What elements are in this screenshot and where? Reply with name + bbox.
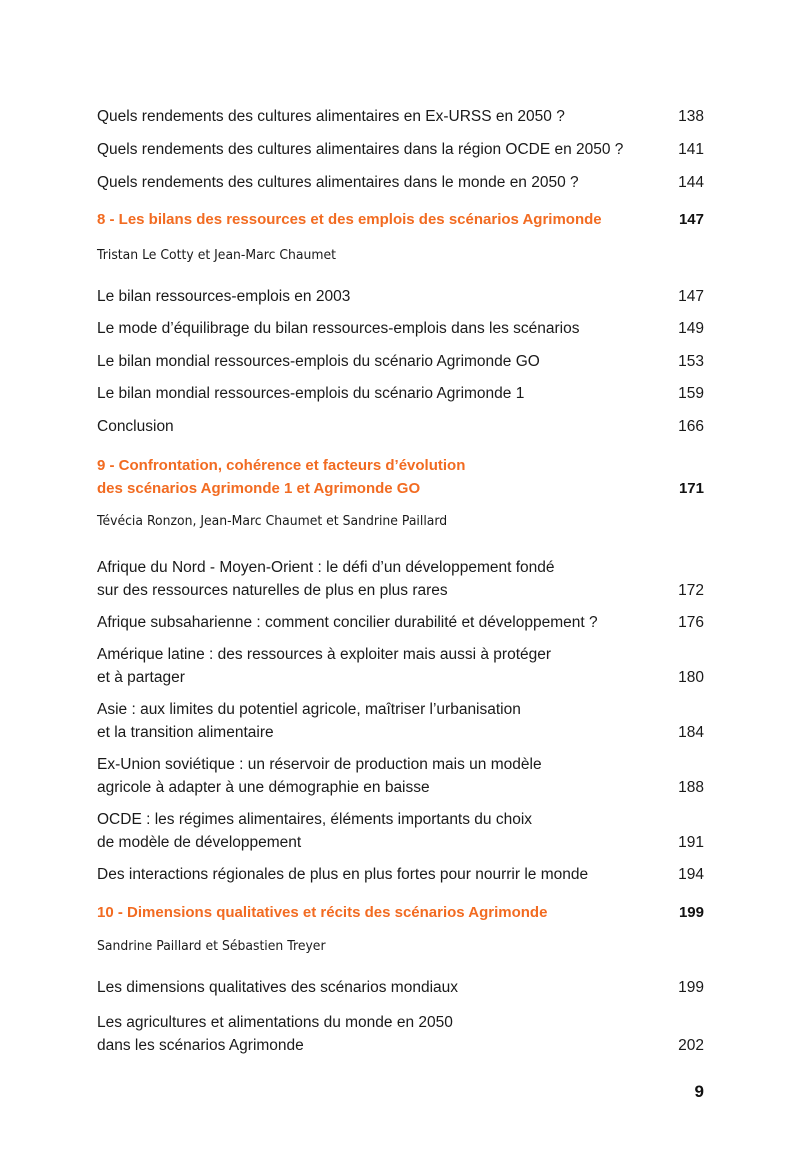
entry-page-number: 199 bbox=[678, 904, 704, 921]
chapter-heading[interactable] bbox=[97, 454, 704, 500]
toc-entry[interactable] bbox=[97, 382, 704, 405]
entry-page-number: 159 bbox=[678, 385, 704, 402]
entry-title: Le bilan mondial ressources-emplois du scénario Agrimonde 1 bbox=[97, 385, 525, 402]
chapter-title: 10 - Dimensions qualitatives et récits des scénarios Agrimonde bbox=[97, 904, 548, 921]
toc-entry[interactable] bbox=[97, 808, 704, 854]
chapter-title: 8 - Les bilans des ressources et des emplois des scénarios Agrimonde bbox=[97, 211, 602, 228]
toc-entry[interactable] bbox=[97, 976, 704, 999]
entry-title: Afrique du Nord - Moyen-Orient : le défi d’un développement fondé sur des ressources naturelles de plus en plus rares bbox=[97, 559, 555, 599]
entry-title: Le bilan mondial ressources-emplois du scénario Agrimonde GO bbox=[97, 353, 540, 370]
entry-title: Les dimensions qualitatives des scénarios mondiaux bbox=[97, 979, 459, 996]
toc-entry[interactable] bbox=[97, 863, 704, 886]
entry-title: Les agricultures et alimentations du monde en 2050 dans les scénarios Agrimonde bbox=[97, 1014, 453, 1054]
entry-page-number: 202 bbox=[678, 1037, 704, 1054]
entry-title: Quels rendements des cultures alimentaires en Ex-URSS en 2050 ? bbox=[97, 108, 565, 125]
toc-entry[interactable] bbox=[97, 1011, 704, 1057]
entry-page-number: 176 bbox=[678, 614, 704, 631]
chapter-authors: Sandrine Paillard et Sébastien Treyer bbox=[97, 938, 326, 954]
entry-page-number: 188 bbox=[678, 779, 704, 796]
entry-page-number: 166 bbox=[678, 418, 704, 435]
page-number: 9 bbox=[694, 1082, 704, 1101]
entry-page-number: 199 bbox=[678, 979, 704, 996]
entry-page-number: 138 bbox=[678, 108, 704, 125]
toc-entry[interactable] bbox=[97, 350, 704, 373]
entry-page-number: 144 bbox=[678, 174, 704, 191]
toc-entry[interactable] bbox=[97, 415, 704, 438]
entry-title: Le mode d’équilibrage du bilan ressources-emplois dans les scénarios bbox=[97, 320, 580, 337]
entry-page-number: 180 bbox=[678, 669, 704, 686]
chapter-heading[interactable] bbox=[97, 901, 704, 924]
toc-entry[interactable] bbox=[97, 643, 704, 689]
entry-page-number: 194 bbox=[678, 866, 704, 883]
toc-entry[interactable] bbox=[97, 317, 704, 340]
entry-page-number: 191 bbox=[678, 834, 704, 851]
chapter-title: 9 - Confrontation, cohérence et facteurs d’évolution des scénarios Agrimonde 1 et Agrimonde GO bbox=[97, 457, 466, 497]
entry-title: Asie : aux limites du potentiel agricole, maîtriser l’urbanisation et la transition alimentaire bbox=[97, 701, 521, 741]
entry-page-number: 153 bbox=[678, 353, 704, 370]
chapter-authors: Tévécia Ronzon, Jean-Marc Chaumet et Sandrine Paillard bbox=[97, 513, 448, 529]
entry-title: OCDE : les régimes alimentaires, éléments importants du choix de modèle de développement bbox=[97, 811, 533, 851]
toc-entry[interactable] bbox=[97, 556, 704, 602]
entry-title: Des interactions régionales de plus en plus fortes pour nourrir le monde bbox=[97, 866, 589, 883]
entry-title: Ex-Union soviétique : un réservoir de production mais un modèle agricole à adapter à une démographie en baisse bbox=[97, 756, 542, 796]
toc-entry[interactable] bbox=[97, 611, 704, 634]
toc-entry[interactable] bbox=[97, 698, 704, 744]
entry-page-number: 147 bbox=[678, 288, 704, 305]
entry-title: Quels rendements des cultures alimentaires dans la région OCDE en 2050 ? bbox=[97, 141, 624, 158]
toc-entry[interactable] bbox=[97, 138, 704, 161]
entry-page-number: 171 bbox=[678, 480, 704, 497]
toc-entry[interactable] bbox=[97, 753, 704, 799]
toc-entry[interactable] bbox=[97, 285, 704, 308]
entry-title: Quels rendements des cultures alimentaires dans le monde en 2050 ? bbox=[97, 174, 579, 191]
entry-page-number: 184 bbox=[678, 724, 704, 741]
entry-page-number: 141 bbox=[678, 141, 704, 158]
entry-title: Conclusion bbox=[97, 418, 174, 435]
chapter-heading[interactable] bbox=[97, 208, 704, 231]
entry-title: Le bilan ressources-emplois en 2003 bbox=[97, 288, 351, 305]
toc-entry[interactable] bbox=[97, 171, 704, 194]
entry-page-number: 172 bbox=[678, 582, 704, 599]
toc-entry[interactable] bbox=[97, 105, 704, 128]
entry-page-number: 149 bbox=[678, 320, 704, 337]
chapter-authors: Tristan Le Cotty et Jean-Marc Chaumet bbox=[97, 247, 336, 263]
entry-title: Afrique subsaharienne : comment concilier durabilité et développement ? bbox=[97, 614, 598, 631]
entry-page-number: 147 bbox=[678, 211, 704, 228]
entry-title: Amérique latine : des ressources à exploiter mais aussi à protéger et à partager bbox=[97, 646, 552, 686]
